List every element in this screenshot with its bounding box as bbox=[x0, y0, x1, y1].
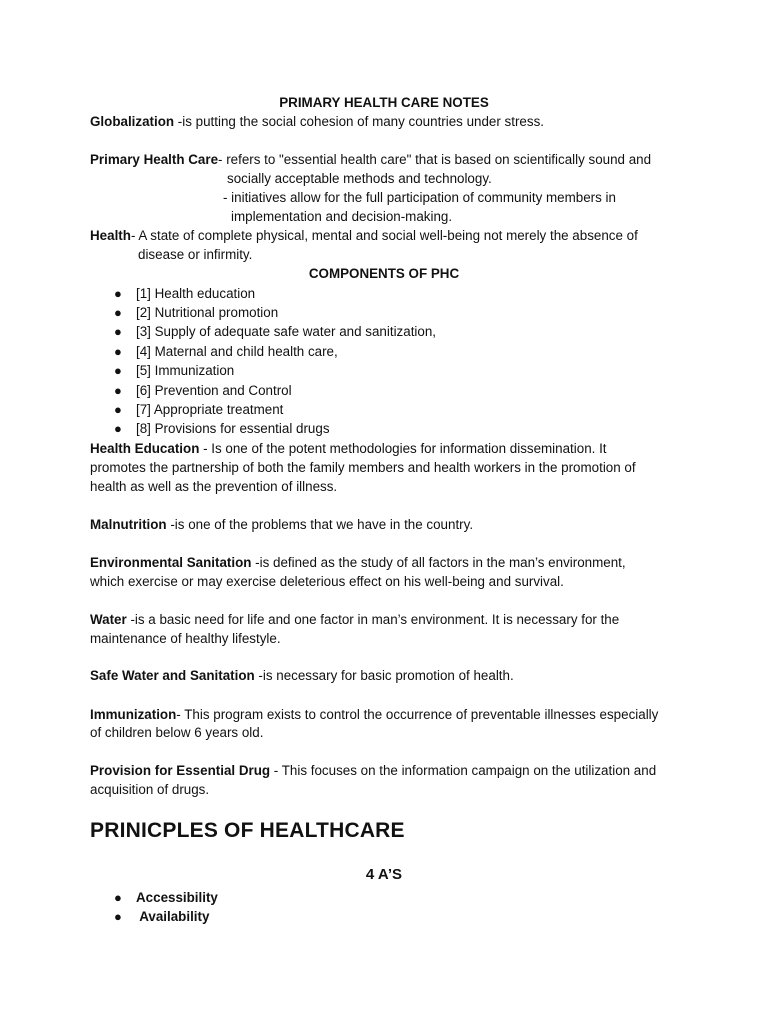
term: Malnutrition bbox=[90, 517, 167, 532]
bullet-icon: ● bbox=[114, 909, 122, 924]
essential-drug-line-1 bbox=[90, 761, 656, 780]
list-item: Accessibility bbox=[136, 890, 218, 905]
phc-definition-line-1 bbox=[90, 150, 651, 169]
document-title: PRIMARY HEALTH CARE NOTES bbox=[279, 95, 489, 110]
water-line-1 bbox=[90, 610, 619, 629]
term: Globalization bbox=[90, 114, 175, 129]
definition-text: -is defined as the study of all factors in the man’s environment, bbox=[251, 555, 626, 570]
term: Water bbox=[90, 612, 127, 627]
phc-definition-line-2: socially acceptable methods and technology. bbox=[227, 171, 492, 186]
bullet-icon: ● bbox=[114, 305, 122, 320]
definition-text: - This program exists to control the occurrence of preventable illnesses especially bbox=[176, 707, 659, 722]
term: Health Education bbox=[90, 441, 200, 456]
health-definition-line-1 bbox=[90, 226, 638, 245]
definition-text: - A state of complete physical, mental and social well-being not merely the absence of bbox=[130, 228, 638, 243]
phc-definition-line-4: implementation and decision-making. bbox=[231, 209, 453, 224]
list-item: [8] Provisions for essential drugs bbox=[136, 421, 330, 436]
definition-text: -is putting the social cohesion of many countries under stress. bbox=[174, 114, 544, 129]
list-item: [7] Appropriate treatment bbox=[136, 402, 284, 417]
list-item: [1] Health education bbox=[136, 286, 256, 301]
bullet-icon: ● bbox=[114, 286, 122, 301]
term: Health bbox=[90, 228, 131, 243]
definition-text: -is necessary for basic promotion of health. bbox=[254, 668, 514, 683]
definition-text: - refers to "essential health care" that is based on scientifically sound and bbox=[218, 152, 652, 167]
term: Immunization bbox=[90, 707, 177, 722]
definition-text: - Is one of the potent methodologies for information dissemination. It bbox=[199, 441, 607, 456]
components-heading: COMPONENTS OF PHC bbox=[308, 266, 460, 281]
health-definition-line-2: disease or infirmity. bbox=[138, 247, 253, 262]
bullet-icon: ● bbox=[114, 363, 122, 378]
env-sanitation-line-1 bbox=[90, 553, 626, 572]
definition-text: -is one of the problems that we have in the country. bbox=[166, 517, 474, 532]
essential-drug-line-2: acquisition of drugs. bbox=[90, 782, 210, 797]
list-item: [4] Maternal and child health care, bbox=[136, 344, 338, 359]
water-line-2: maintenance of healthy lifestyle. bbox=[90, 631, 281, 646]
term: Provision for Essential Drug bbox=[90, 763, 271, 778]
principles-heading: PRINICPLES OF HEALTHCARE bbox=[90, 819, 405, 842]
bullet-icon: ● bbox=[114, 383, 122, 398]
four-as-heading: 4 A’S bbox=[365, 866, 403, 883]
bullet-icon: ● bbox=[114, 402, 122, 417]
health-education-line-1 bbox=[90, 439, 607, 458]
globalization-definition bbox=[90, 112, 544, 131]
malnutrition-definition bbox=[90, 515, 473, 534]
bullet-icon: ● bbox=[114, 421, 122, 436]
term: Environmental Sanitation bbox=[90, 555, 252, 570]
immunization-line-2: of children below 6 years old. bbox=[90, 725, 264, 740]
phc-definition-line-3: - initiatives allow for the full participation of community members in bbox=[223, 190, 616, 205]
bullet-icon: ● bbox=[114, 324, 122, 339]
list-item: [3] Supply of adequate safe water and sanitization, bbox=[136, 324, 437, 339]
term: Primary Health Care bbox=[90, 152, 219, 167]
env-sanitation-line-2: which exercise or may exercise deleterious effect on his well-being and survival. bbox=[90, 574, 564, 589]
list-item: Availability bbox=[136, 909, 210, 924]
list-item: [6] Prevention and Control bbox=[136, 383, 292, 398]
list-item: [5] Immunization bbox=[136, 363, 235, 378]
safe-water-definition bbox=[90, 666, 514, 685]
list-item: [2] Nutritional promotion bbox=[136, 305, 279, 320]
health-education-line-3: health as well as the prevention of illness. bbox=[90, 479, 338, 494]
health-education-line-2: promotes the partnership of both the family members and health workers in the promotion of bbox=[90, 460, 636, 475]
bullet-icon: ● bbox=[114, 344, 122, 359]
definition-text: -is a basic need for life and one factor in man’s environment. It is necessary for the bbox=[126, 612, 620, 627]
bullet-icon: ● bbox=[114, 890, 122, 905]
definition-text: - This focuses on the information campaign on the utilization and bbox=[270, 763, 657, 778]
term: Safe Water and Sanitation bbox=[90, 668, 255, 683]
immunization-line-1 bbox=[90, 705, 658, 724]
